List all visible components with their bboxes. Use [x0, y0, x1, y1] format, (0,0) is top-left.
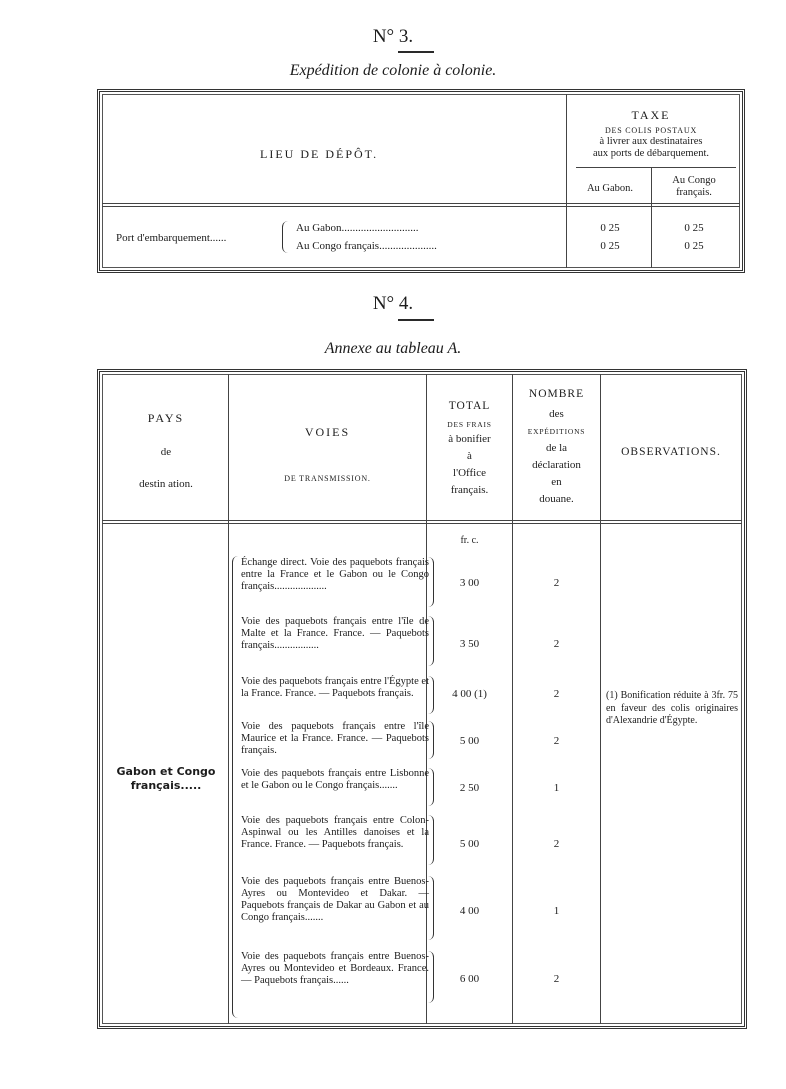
section4-rule [398, 319, 434, 321]
section3-subtitle: Expédition de colonie à colonie. [289, 62, 497, 79]
voie-row-4: Voie des paquebots français entre l'île Maurice et la France. France. — Paquebots français. [241, 721, 429, 756]
port-label: Port d'embarquement...... [116, 232, 227, 244]
voie-row-8: Voie des paquebots français entre Buenos-Ayres ou Montevideo et Bordeaux. France. — Paquebots français...... [241, 951, 429, 986]
total-header: TOTAL [448, 400, 491, 412]
lieu-header: LIEU DE DÉPÔT. [260, 147, 379, 161]
voie-row-3: Voie des paquebots français entre l'Égypte et la France. France. — Paquebots français. [241, 676, 429, 699]
voie-row-1: Échange direct. Voie des paquebots français entre la France et le Gabon ou le Congo français.................... [241, 557, 429, 592]
units-label: fr. c. [460, 535, 479, 546]
voie-row-2: Voie des paquebots français entre l'île de Malte et la France. France. — Paquebots français................. [241, 616, 429, 651]
table-4-header-rule [102, 520, 742, 524]
dest-congo: Au Congo français..................... [296, 240, 437, 252]
pays-header: PAYS [147, 411, 185, 425]
section3-rule [398, 51, 434, 53]
taxe-header: TAXE [631, 108, 671, 122]
country-name: Gabon et Congo [116, 765, 216, 778]
nombre-header: NOMBRE [528, 388, 585, 400]
country-brace [232, 556, 239, 1018]
col-gabon-header: Au Gabon. [586, 183, 634, 194]
voie-row-7: Voie des paquebots français entre Buenos-Ayres ou Montevideo et Dakar. — Paquebots français de Dakar au Gabon et au Congo français....... [241, 876, 429, 923]
table-3-header-rule [102, 203, 740, 207]
section4-number: N° 4. [372, 293, 414, 314]
dest-gabon: Au Gabon............................ [296, 222, 419, 234]
row-brace [282, 221, 291, 253]
voie-row-6: Voie des paquebots français entre Colon-Aspinwal ou les Antilles danoises et la France. France. — Paquebots français. [241, 815, 429, 850]
voie-row-5: Voie des paquebots français entre Lisbonne et le Gabon ou le Congo français....... [241, 768, 429, 791]
col-congo-header: Au Congo [672, 175, 716, 186]
section3-number: N° 3. [372, 26, 414, 47]
observation-note: (1) Bonification réduite à 3fr. 75 en faveur des colis originaires d'Alexandrie d'Égypte. [606, 690, 738, 726]
voies-header: VOIES [304, 425, 351, 439]
section4-subtitle: Annexe au tableau A. [324, 340, 462, 357]
observations-header: OBSERVATIONS. [621, 446, 721, 458]
